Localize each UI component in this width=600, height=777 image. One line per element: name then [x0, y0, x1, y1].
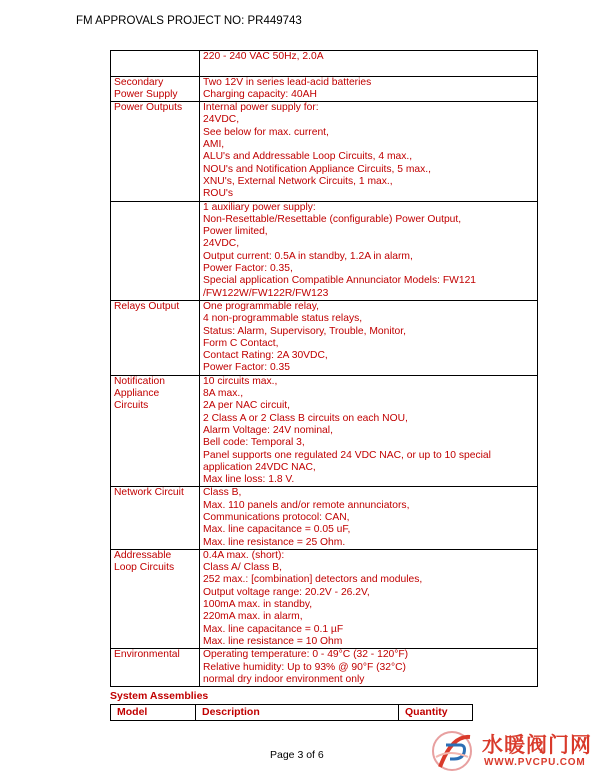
spec-value-line: Panel supports one regulated 24 VDC NAC, or up to 10 special	[203, 449, 491, 461]
spec-label-line: Loop Circuits	[114, 562, 175, 574]
spec-label-cell	[111, 487, 200, 549]
column-header-quantity: Quantity	[399, 705, 473, 721]
spec-value-line: 10 circuits max.,	[203, 375, 278, 387]
spec-label-cell	[111, 201, 200, 300]
spec-value-line: 0.4A max. (short):	[203, 549, 285, 561]
spec-value-line: Status: Alarm, Supervisory, Trouble, Monitor,	[203, 325, 406, 337]
spec-value-line: Alarm Voltage: 24V nominal,	[203, 424, 333, 436]
spec-value-line: Max line loss: 1.8 V.	[203, 474, 295, 486]
spec-value-line: 100mA max. in standby,	[203, 599, 313, 611]
spec-value-line: Relative humidity: Up to 93% @ 90°F (32°C)	[203, 661, 406, 673]
spec-row	[111, 76, 538, 102]
spec-value-line: Two 12V in series lead-acid batteries	[203, 76, 372, 88]
spec-row	[111, 549, 538, 648]
watermark-url: WWW.PVCPU.COM	[484, 757, 586, 768]
spec-label-line: Addressable	[114, 549, 172, 561]
column-header-description: Description	[196, 705, 399, 721]
spec-row	[111, 487, 538, 549]
spec-value-line: application 24VDC NAC,	[203, 461, 316, 473]
spec-label-line: Power Outputs	[114, 102, 183, 114]
watermark-chinese-text: 水暖阀门网	[482, 733, 592, 757]
spec-value-cell	[200, 76, 538, 102]
spec-value-line: Contact Rating: 2A 30VDC,	[203, 350, 328, 362]
spec-label-line: Appliance	[114, 388, 160, 400]
spec-value-line: 220mA max. in alarm,	[203, 611, 303, 623]
spec-value-cell	[200, 649, 538, 687]
spec-value-line: Special application Compatible Annunciator Models: FW121	[203, 275, 477, 287]
spec-value-cell	[200, 51, 538, 77]
spec-value-line: 220 - 240 VAC 50Hz, 2.0A	[203, 51, 324, 62]
spec-value-line: 252 max.: [combination] detectors and modules,	[203, 574, 423, 586]
spec-row	[111, 300, 538, 375]
spec-value-line: See below for max. current,	[203, 126, 329, 138]
spec-value-cell	[200, 549, 538, 648]
spec-row	[111, 102, 538, 201]
spec-label-cell	[111, 102, 200, 201]
spec-value-line: NOU's and Notification Appliance Circuits, 5 max.,	[203, 163, 432, 175]
spec-label-line	[114, 51, 196, 63]
spec-value-line: 24VDC,	[203, 238, 240, 250]
spec-value-line: Max. line capacitance = 0.1 µF	[203, 623, 344, 635]
spec-value-line: Class A/ Class B,	[203, 562, 282, 574]
spec-label-cell	[111, 549, 200, 648]
spec-label-line: Environmental	[114, 649, 180, 661]
spec-value-line: Operating temperature: 0 - 49°C (32 - 120°F)	[203, 649, 409, 661]
watermark-logo-icon	[430, 727, 476, 773]
spec-value-line: Max. 110 panels and/or remote annunciators,	[203, 499, 410, 511]
spec-label-line	[114, 63, 196, 75]
spec-value-line: 2A per NAC circuit,	[203, 400, 290, 412]
spec-value-line: Form C Contact,	[203, 337, 279, 349]
spec-value-line: Class B,	[203, 487, 242, 499]
spec-row	[111, 201, 538, 300]
spec-value-line: Power Factor: 0.35	[203, 362, 290, 374]
spec-value-line: normal dry indoor environment only	[203, 673, 365, 685]
spec-row	[111, 51, 538, 77]
spec-value-line: Power limited,	[203, 226, 268, 238]
spec-value-line: Output current: 0.5A in standby, 1.2A in alarm,	[203, 250, 413, 262]
spec-value-cell	[200, 201, 538, 300]
spec-value-line: Max. line resistance = 10 Ohm	[203, 635, 343, 647]
spec-value-line: Power Factor: 0.35,	[203, 263, 293, 275]
spec-label-cell	[111, 375, 200, 487]
document-header: FM APPROVALS PROJECT NO: PR449743	[76, 15, 302, 27]
spec-label-cell	[111, 649, 200, 687]
spec-value-line: Max. line resistance = 25 Ohm.	[203, 536, 346, 548]
spec-value-line: Charging capacity: 40AH	[203, 88, 317, 100]
specifications-table	[110, 50, 538, 687]
spec-label-line: Circuits	[114, 400, 149, 412]
spec-label-cell	[111, 76, 200, 102]
spec-value-line: Communications protocol: CAN,	[203, 511, 350, 523]
spec-value-cell	[200, 300, 538, 375]
spec-value-line: Bell code: Temporal 3,	[203, 437, 305, 449]
spec-label-line: Relays Output	[114, 300, 180, 312]
spec-value-line: AMI,	[203, 139, 225, 151]
spec-row	[111, 375, 538, 487]
spec-value-line: 8A max.,	[203, 388, 244, 400]
spec-value-line: /FW122W/FW122R/FW123	[203, 287, 329, 299]
spec-value-line: 2 Class A or 2 Class B circuits on each NOU,	[203, 412, 408, 424]
column-header-model: Model	[111, 705, 196, 721]
spec-value-line: Max. line capacitance = 0.05 uF,	[203, 524, 351, 536]
spec-value-line: Output voltage range: 20.2V - 26.2V,	[203, 586, 370, 598]
spec-label-cell	[111, 51, 200, 77]
watermark	[430, 727, 600, 777]
spec-label-line: Notification	[114, 375, 165, 387]
spec-label-line: Power Supply	[114, 88, 178, 100]
spec-value-line: 1 auxiliary power supply:	[203, 201, 316, 213]
spec-label-line: Secondary	[114, 76, 164, 88]
spec-value-cell	[200, 102, 538, 201]
spec-label-cell	[111, 300, 200, 375]
spec-value-line: 24VDC,	[203, 114, 240, 126]
spec-value-cell	[200, 487, 538, 549]
spec-value-line: ROU's	[203, 188, 233, 200]
page-number: Page 3 of 6	[270, 749, 324, 761]
spec-value-line: 4 non-programmable status relays,	[203, 313, 363, 325]
spec-value-line: Non-Resettable/Resettable (configurable) Power Output,	[203, 213, 462, 225]
spec-value-line: Internal power supply for:	[203, 102, 319, 114]
spec-row	[111, 649, 538, 687]
spec-value-line: XNU's, External Network Circuits, 1 max.,	[203, 175, 393, 187]
system-assemblies-title: System Assemblies	[110, 690, 209, 702]
spec-value-cell	[200, 375, 538, 487]
spec-value-line: One programmable relay,	[203, 300, 319, 312]
spec-value-line: ALU's and Addressable Loop Circuits, 4 max.,	[203, 151, 413, 163]
assemblies-header-row	[111, 705, 473, 721]
spec-label-line: Network Circuit	[114, 487, 184, 499]
system-assemblies-table	[110, 704, 473, 721]
